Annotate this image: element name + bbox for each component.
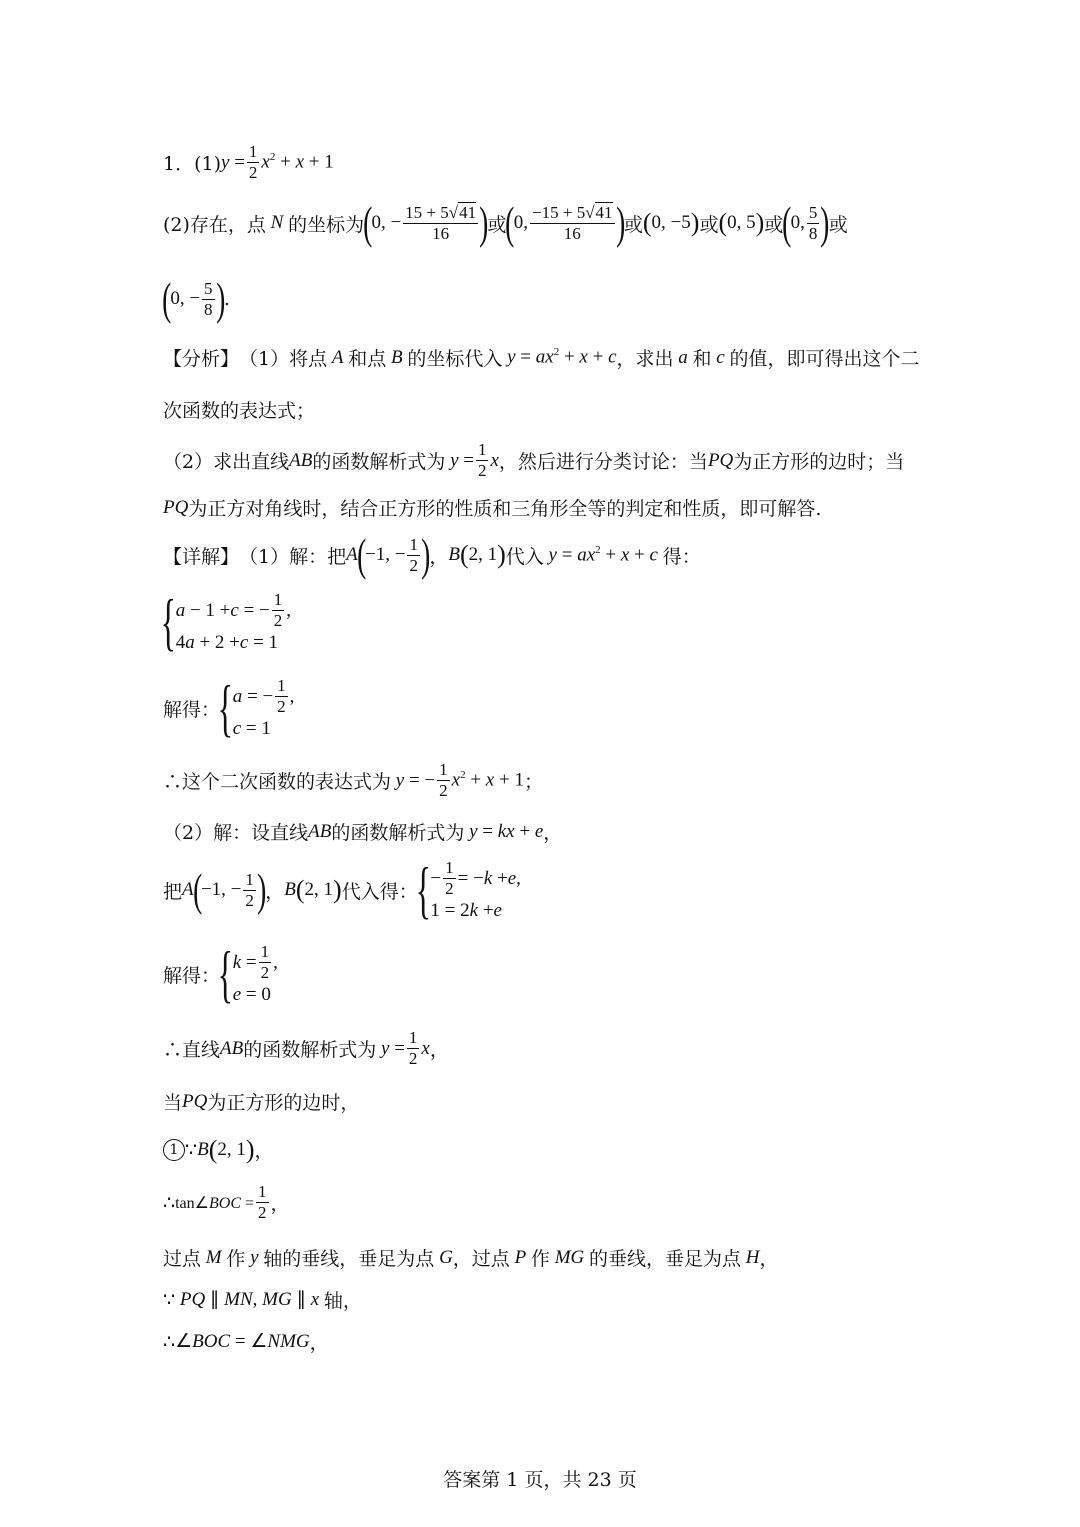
- page-footer: 答案第 1 页，共 23 页: [443, 1469, 637, 1491]
- angle-line: ∴ ∠BOC = ∠NMG ，: [163, 1330, 329, 1354]
- tan-line: ∴ tan∠BOC = $\frac{1}{2}$ ，: [163, 1182, 290, 1222]
- therefore-1: ∴这个二次函数的表达式为 y = − $\frac{1}{2}$ $x^2 + x + 1$ ；: [163, 760, 543, 800]
- detail-line2: （2）解：设直线 AB 的函数解析式为 y = kx + e ，: [163, 820, 563, 844]
- answer-part1: 1．(1) y = $\frac{1}{2}$ $x^2 + x + 1$: [163, 142, 334, 182]
- answer-part2-cont: ( 0, − $\frac{5}{8}$ ) .: [162, 273, 230, 324]
- detail-line1: 【详解】 （1）解：把 A ( −1, − $\frac{1}{2}$ ) ， B ( 2, 1 ) 代入 $y = ax^2 + x + c$ 得：: [163, 529, 701, 580]
- circled-number: 1: [163, 1139, 185, 1161]
- parallel-line: ∵ PQ ∥ MN, MG ∥ x 轴，: [163, 1288, 362, 1312]
- case-1: 1 ∵ B ( 2, 1 ) ，: [163, 1136, 274, 1163]
- analysis-line4: PQ 为正方对角线时，结合正方形的性质和三角形全等的判定和性质，即可解答.: [163, 496, 822, 520]
- therefore-2: ∴直线 AB 的函数解析式为 y = $\frac{1}{2}$ x ，: [163, 1028, 449, 1068]
- analysis-line3: （2）求出直线 AB 的函数解析式为 y = $\frac{1}{2}$ x ，然后进行分类讨论：当 PQ 为正方形的边时；当: [163, 440, 905, 480]
- perp-line: 过点 M 作 y 轴的垂线，垂足为点 G ，过点 P 作 MG 的垂线，垂足为点 H ，: [163, 1246, 779, 1270]
- system-2: 解得： { a = − $\frac{1}{2}$ , c = 1: [163, 672, 295, 743]
- system-1: { a − 1 + c = − $\frac{1}{2}$ , 4 a + 2 + c = 1: [160, 586, 292, 657]
- analysis-line1: 【分析】 （1）将点 A 和点 B 的坐标代入 $y = ax^2 + x + c$ ，求出 a 和 c 的值，即可得出这个二: [163, 346, 920, 370]
- case-edge: 当 PQ 为正方形的边时，: [163, 1090, 360, 1114]
- answer-part2: (2)存在，点 N 的坐标为 ( 0, − $\frac{15 + 5√41}{16}$ ) 或 ( 0, $\frac{-15 + 5√41}{16}$ ) 或 ( 0, −5 ) 或 ( 0, 5 ) 或 ( 0, $\frac{5}{8}$ ) 或: [163, 197, 848, 248]
- system-4: 解得： { k = $\frac{1}{2}$ , e = 0: [163, 938, 278, 1009]
- analysis-line2: 次函数的表达式；: [163, 400, 316, 422]
- system-3: 把 A ( −1, − $\frac{1}{2}$ ) ， B ( 2, 1 ) 代入得： { − $\frac{1}{2}$ = − k + e , 1 = 2 k + e: [163, 854, 521, 925]
